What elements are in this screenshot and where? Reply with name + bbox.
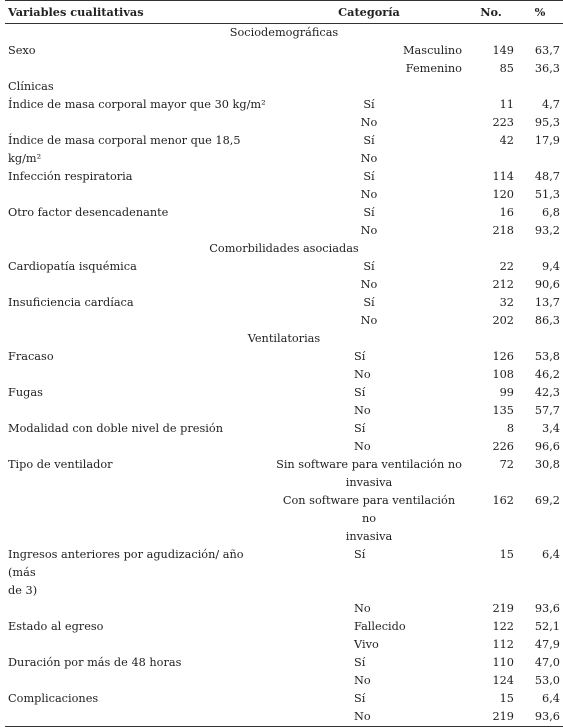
percent-cell bbox=[517, 150, 563, 168]
percent-cell: 47,9 bbox=[534, 638, 560, 651]
count-cell: 110 bbox=[492, 656, 514, 669]
category-cell: No bbox=[360, 224, 378, 237]
table-row bbox=[5, 420, 563, 438]
category-cell: Sí bbox=[363, 98, 375, 111]
category-cell: No bbox=[360, 152, 378, 165]
table-row bbox=[5, 312, 563, 330]
category-cell: No bbox=[354, 602, 371, 615]
category-cell: Sí bbox=[354, 350, 366, 363]
percent-cell: 13,7 bbox=[534, 296, 560, 309]
variable-cell: Estado al egreso bbox=[8, 620, 104, 633]
category-cell: Sí bbox=[363, 296, 375, 309]
table-row bbox=[5, 132, 563, 150]
category-cell: Sí bbox=[363, 170, 375, 183]
table-row bbox=[5, 168, 563, 186]
category-cell: Sí bbox=[363, 134, 375, 147]
count-cell: 122 bbox=[492, 620, 514, 633]
category-cell: Sí bbox=[354, 656, 366, 669]
variable-cell: Otro factor desencadenante bbox=[8, 206, 169, 219]
category-cell: No bbox=[360, 116, 378, 129]
percent-cell: 3,4 bbox=[542, 422, 560, 435]
header-percent: % bbox=[517, 1, 563, 24]
variable-cell bbox=[5, 708, 273, 727]
count-cell: 202 bbox=[492, 314, 514, 327]
variable-cell bbox=[5, 636, 273, 654]
variable-cell bbox=[5, 600, 273, 618]
percent-cell: 42,3 bbox=[534, 386, 560, 399]
table-row bbox=[5, 384, 563, 402]
variable-cell bbox=[5, 672, 273, 690]
count-cell: 223 bbox=[492, 116, 514, 129]
variable-cell: kg/m² bbox=[8, 152, 42, 165]
variable-cell: Duración por más de 48 horas bbox=[8, 656, 182, 669]
table-row bbox=[5, 276, 563, 294]
count-cell: 22 bbox=[499, 260, 514, 273]
category-cell: No bbox=[354, 674, 371, 687]
variable-cell bbox=[5, 438, 273, 456]
variable-cell bbox=[5, 222, 273, 240]
header-row bbox=[5, 1, 563, 24]
percent-cell: 69,2 bbox=[534, 494, 560, 507]
percent-cell: 86,3 bbox=[534, 314, 560, 327]
percent-cell: 30,8 bbox=[534, 458, 560, 471]
count-cell: 126 bbox=[492, 350, 514, 363]
section-label: Comorbilidades asociadas bbox=[209, 242, 359, 255]
percent-cell: 47,0 bbox=[534, 656, 560, 669]
category-cell: Sin software para ventilación no invasiva bbox=[276, 458, 462, 489]
count-cell: 112 bbox=[492, 638, 514, 651]
section-row bbox=[5, 240, 563, 258]
variable-cell bbox=[5, 312, 273, 330]
count-cell bbox=[465, 150, 517, 168]
table-row bbox=[5, 492, 563, 546]
count-cell: 32 bbox=[499, 296, 514, 309]
variable-cell bbox=[5, 492, 273, 546]
count-cell: 149 bbox=[492, 44, 514, 57]
category-cell: No bbox=[273, 708, 465, 727]
table-row bbox=[5, 186, 563, 204]
percent-cell: 46,2 bbox=[534, 368, 560, 381]
category-cell: Sí bbox=[354, 692, 366, 705]
count-cell: 212 bbox=[492, 278, 514, 291]
category-cell: Fallecido bbox=[354, 620, 406, 633]
category-cell: Sí bbox=[363, 260, 375, 273]
variable-cell bbox=[5, 186, 273, 204]
section-label: Sociodemográficas bbox=[229, 26, 339, 39]
category-cell: Femenino bbox=[405, 62, 462, 75]
variable-cell: Índice de masa corporal menor que 18,5 bbox=[8, 134, 241, 147]
category-cell: Sí bbox=[354, 386, 366, 399]
variable-cell: Ingresos anteriores por agudización/ año (más de 3) bbox=[8, 548, 244, 597]
table-row bbox=[5, 708, 563, 727]
table-row bbox=[5, 150, 563, 168]
table-row bbox=[5, 618, 563, 636]
category-cell: Sí bbox=[363, 206, 375, 219]
group-label: Clínicas bbox=[8, 80, 54, 93]
variable-cell bbox=[5, 276, 273, 294]
table-body bbox=[5, 24, 563, 727]
percent-cell: 93,6 bbox=[517, 708, 563, 727]
count-cell: 108 bbox=[492, 368, 514, 381]
count-cell: 15 bbox=[499, 548, 514, 561]
variable-cell: Modalidad con doble nivel de presión bbox=[8, 422, 223, 435]
category-cell: No bbox=[354, 440, 371, 453]
category-cell: Con software para ventilación no invasiva bbox=[282, 494, 456, 543]
table-row bbox=[5, 366, 563, 384]
table-row bbox=[5, 456, 563, 492]
table-row bbox=[5, 438, 563, 456]
percent-cell: 93,6 bbox=[534, 602, 560, 615]
count-cell: 16 bbox=[499, 206, 514, 219]
count-cell: 219 bbox=[465, 708, 517, 727]
variable-cell: Tipo de ventilador bbox=[8, 458, 113, 471]
header-number: No. bbox=[465, 1, 517, 24]
category-cell: No bbox=[360, 188, 378, 201]
count-cell: 15 bbox=[499, 692, 514, 705]
percent-cell: 17,9 bbox=[534, 134, 560, 147]
header-category: Categoría bbox=[273, 1, 465, 24]
category-cell: Masculino bbox=[402, 44, 462, 57]
percent-cell: 6,4 bbox=[542, 692, 560, 705]
table-row bbox=[5, 114, 563, 132]
percent-cell: 96,6 bbox=[534, 440, 560, 453]
section-row bbox=[5, 24, 563, 43]
count-cell: 85 bbox=[499, 62, 514, 75]
percent-cell: 4,7 bbox=[542, 98, 560, 111]
table-row bbox=[5, 96, 563, 114]
variable-cell bbox=[5, 114, 273, 132]
count-cell: 135 bbox=[492, 404, 514, 417]
variable-cell bbox=[5, 366, 273, 384]
variable-cell: Insuficiencia cardíaca bbox=[8, 296, 134, 309]
category-cell: Sí bbox=[354, 422, 366, 435]
count-cell: 72 bbox=[499, 458, 514, 471]
count-cell: 42 bbox=[499, 134, 514, 147]
category-cell: No bbox=[354, 368, 371, 381]
category-cell: No bbox=[360, 314, 378, 327]
percent-cell: 9,4 bbox=[542, 260, 560, 273]
table-row bbox=[5, 60, 563, 78]
percent-cell: 6,4 bbox=[542, 548, 560, 561]
section-label: Ventilatorias bbox=[247, 332, 321, 345]
category-cell: Vivo bbox=[354, 638, 379, 651]
category-cell: No bbox=[360, 278, 378, 291]
count-cell: 120 bbox=[492, 188, 514, 201]
results-table bbox=[5, 0, 563, 727]
count-cell: 11 bbox=[499, 98, 514, 111]
variable-cell: Cardiopatía isquémica bbox=[8, 260, 137, 273]
count-cell: 124 bbox=[492, 674, 514, 687]
percent-cell: 36,3 bbox=[534, 62, 560, 75]
percent-cell: 52,1 bbox=[534, 620, 560, 633]
percent-cell: 6,8 bbox=[542, 206, 560, 219]
percent-cell: 57,7 bbox=[534, 404, 560, 417]
percent-cell: 93,2 bbox=[534, 224, 560, 237]
count-cell: 8 bbox=[506, 422, 514, 435]
variable-cell: Índice de masa corporal mayor que 30 kg/m² bbox=[8, 98, 266, 111]
table-row bbox=[5, 258, 563, 276]
section-row bbox=[5, 330, 563, 348]
table-row bbox=[5, 672, 563, 690]
table-row bbox=[5, 636, 563, 654]
count-cell: 99 bbox=[499, 386, 514, 399]
variable-cell: Fugas bbox=[8, 386, 43, 399]
table-row bbox=[5, 402, 563, 420]
variable-cell: Infección respiratoria bbox=[8, 170, 133, 183]
table-row bbox=[5, 42, 563, 60]
table-row bbox=[5, 204, 563, 222]
table-row bbox=[5, 348, 563, 366]
percent-cell: 90,6 bbox=[534, 278, 560, 291]
variable-cell bbox=[5, 402, 273, 420]
count-cell: 219 bbox=[492, 602, 514, 615]
table-row bbox=[5, 294, 563, 312]
variable-cell: Sexo bbox=[8, 44, 36, 57]
category-cell: No bbox=[354, 404, 371, 417]
table-row bbox=[5, 600, 563, 618]
category-cell: Sí bbox=[354, 548, 366, 561]
table-row bbox=[5, 654, 563, 672]
percent-cell: 53,8 bbox=[534, 350, 560, 363]
group-label-row bbox=[5, 78, 563, 96]
count-cell: 162 bbox=[492, 494, 514, 507]
table-row bbox=[5, 222, 563, 240]
count-cell: 114 bbox=[492, 170, 514, 183]
percent-cell: 63,7 bbox=[534, 44, 560, 57]
percent-cell: 48,7 bbox=[534, 170, 560, 183]
percent-cell: 95,3 bbox=[534, 116, 560, 129]
header-variable: Variables cualitativas bbox=[5, 1, 273, 24]
percent-cell: 53,0 bbox=[534, 674, 560, 687]
variable-cell bbox=[5, 60, 273, 78]
variable-cell: Fracaso bbox=[8, 350, 54, 363]
count-cell: 218 bbox=[492, 224, 514, 237]
table-row bbox=[5, 690, 563, 708]
percent-cell: 51,3 bbox=[534, 188, 560, 201]
variable-cell: Complicaciones bbox=[8, 692, 99, 705]
count-cell: 226 bbox=[492, 440, 514, 453]
table-row bbox=[5, 546, 563, 600]
